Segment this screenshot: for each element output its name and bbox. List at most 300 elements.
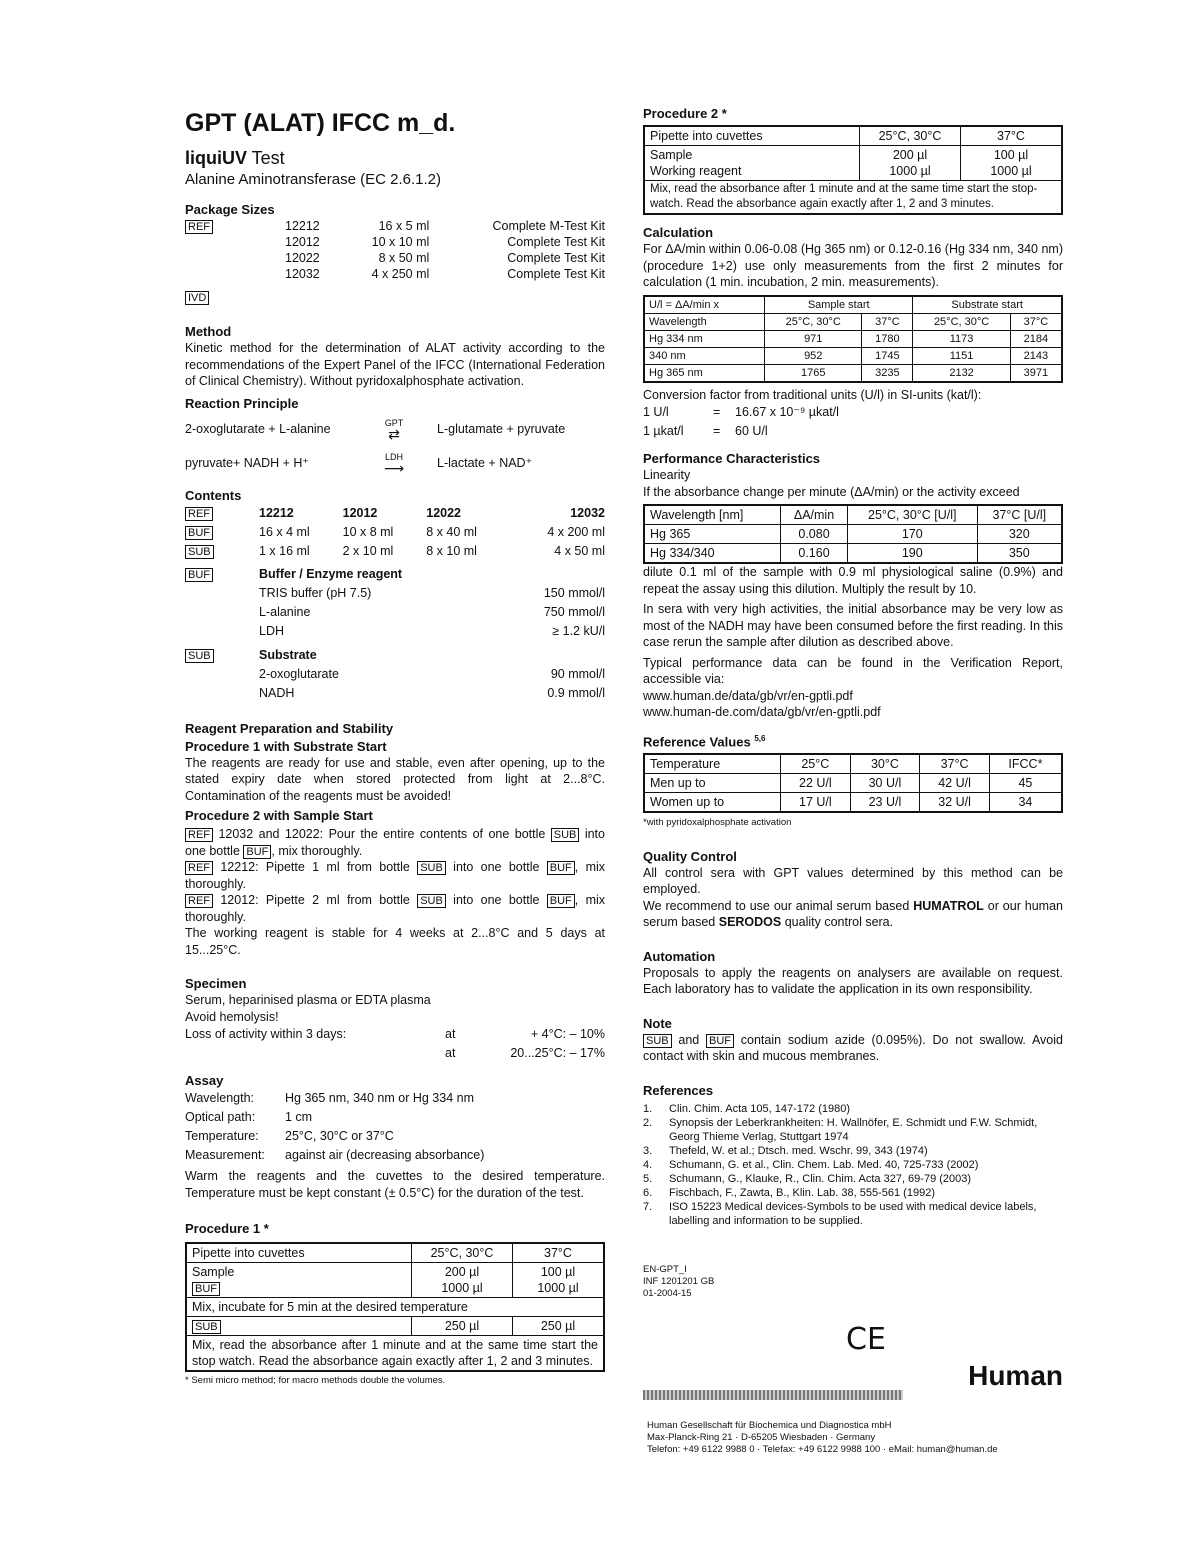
cell: 45 xyxy=(989,773,1062,792)
conv-left: 1 U/l xyxy=(643,405,669,419)
item-name: L-alanine xyxy=(259,604,311,619)
table-row xyxy=(185,234,605,250)
cell: 250 µl xyxy=(513,1317,605,1336)
buf-symbol: BUF xyxy=(192,1282,220,1296)
assay-key: Wavelength: xyxy=(185,1091,255,1105)
col-head: 37°C xyxy=(862,313,913,330)
cell: 8 x 40 ml xyxy=(426,524,477,539)
specimen-heading: Specimen xyxy=(185,976,247,991)
item-name: TRIS buffer (pH 7.5) xyxy=(259,585,372,600)
table-row xyxy=(644,792,1062,812)
prep-text: 12212: Pipette 1 ml from bottle xyxy=(220,860,410,874)
package-code: 12212 xyxy=(285,219,320,233)
table-row xyxy=(185,266,605,282)
conversion-table xyxy=(643,403,839,441)
cell: 350 xyxy=(977,544,1062,564)
sub-symbol: SUB xyxy=(185,649,214,663)
table-row xyxy=(185,1044,605,1063)
cell xyxy=(961,146,1063,181)
enzyme-name: Alanine Aminotransferase (EC 2.6.1.2) xyxy=(185,171,441,188)
package-code: 12032 xyxy=(285,267,320,281)
reaction-1-left: 2-oxoglutarate + L-alanine xyxy=(185,421,331,436)
linearity-label: Linearity xyxy=(643,468,691,482)
linearity-text: If the absorbance change per minute (ΔA/min) or the activity exceed xyxy=(643,484,1020,499)
conv-left: 1 µkat/l xyxy=(643,424,684,438)
col-head: 25°C, 30°C [U/l] xyxy=(847,505,977,525)
cell: 320 xyxy=(977,525,1062,544)
row-label: 340 nm xyxy=(644,347,765,364)
cell: 2132 xyxy=(913,364,1010,382)
item-name: 2-oxoglutarate xyxy=(259,666,339,681)
procedure-1-table-heading: Procedure 1 * xyxy=(185,1221,269,1236)
table-row xyxy=(185,542,605,561)
table-row xyxy=(185,641,605,665)
cell: 0.080 xyxy=(781,525,848,544)
col-head: 12012 xyxy=(342,505,378,520)
sub-symbol: SUB xyxy=(192,1320,221,1334)
ref-symbol: REF xyxy=(185,507,213,521)
reference-text: Schumann, G. et al., Clin. Chem. Lab. Med. 40, 725-733 (2002) xyxy=(669,1158,979,1171)
table-row xyxy=(186,1263,604,1298)
row-label: Hg 334 nm xyxy=(644,330,765,347)
col-head: 12032 xyxy=(570,505,605,520)
reference-text: Synopsis der Leberkrankheiten: H. Wallnöfer, E. Schmidt und F.W. Schmidt, Georg Thieme Verlag, Stuttgart 1974 xyxy=(669,1116,1038,1143)
procedure-1-table xyxy=(185,1242,605,1372)
brand-logo-text: Human xyxy=(968,1360,1063,1391)
cell: 4 x 200 ml xyxy=(547,524,605,539)
qc-text: All control sera with GPT values determined by this method can be employed. xyxy=(643,865,1063,897)
table-row xyxy=(185,684,605,703)
note-text xyxy=(643,1032,1063,1065)
prep-text: 12032 and 12022: Pour the entire contents of one bottle xyxy=(218,827,546,841)
prep-text: , mix thoroughly. xyxy=(271,843,363,858)
automation-heading: Automation xyxy=(643,948,716,964)
col-head: 25°C xyxy=(781,754,851,774)
package-desc: Complete Test Kit xyxy=(507,251,605,265)
qc-part: We recommend to use our animal serum based xyxy=(643,898,914,913)
human-logo xyxy=(643,1360,1063,1408)
reference-text: Thefeld, W. et al.; Dtsch. med. Wschr. 99, 343 (1974) xyxy=(669,1144,928,1157)
table-row xyxy=(185,603,605,622)
reference-heading xyxy=(643,731,1063,750)
reference-title: Reference Values xyxy=(643,733,751,749)
cell: 2 x 10 ml xyxy=(342,543,394,558)
item-name: NADH xyxy=(259,685,295,700)
value: 1000 µl xyxy=(441,1281,483,1295)
dilution-text: dilute 0.1 ml of the sample with 0.9 ml physiological saline (0.9%) and repeat the assay using this dilution. Multiply the result by 10. xyxy=(643,565,1063,596)
doc-code: EN-GPT_I xyxy=(643,1263,687,1275)
cell: 170 xyxy=(847,525,977,544)
qc-part: or our human serum based xyxy=(643,898,1064,930)
table-row xyxy=(185,1146,484,1165)
assay-key: Measurement: xyxy=(185,1148,265,1162)
prep-step xyxy=(185,826,605,859)
cell: 3235 xyxy=(862,364,913,382)
col-head: Wavelength xyxy=(644,313,765,330)
cell: 1 x 16 ml xyxy=(259,543,310,558)
table-row xyxy=(644,347,1062,364)
right-column xyxy=(643,106,1063,1300)
list-item: 5. Schumann, G., Klauke, R., Clin. Chim. Acta 327, 69-79 (2003) xyxy=(643,1172,972,1185)
table-row xyxy=(644,126,1062,146)
note-heading: Note xyxy=(643,1015,672,1031)
verification-link[interactable]: www.human.de/data/gb/vr/en-gptli.pdf xyxy=(643,688,853,703)
stability-text: The working reagent is stable for 4 weeks at 2...8°C and 5 days at 15...25°C. xyxy=(185,926,605,957)
contact-line: Telefon: +49 6122 9988 0 · Telefax: +49 6122 9988 100 · eMail: human@human.de xyxy=(647,1444,998,1455)
ref-symbol: REF xyxy=(185,220,213,234)
table-row xyxy=(644,544,1062,564)
table-row xyxy=(185,1108,484,1127)
reaction-2-arrow xyxy=(365,452,423,474)
buf-symbol: BUF xyxy=(185,568,213,582)
product-type: Test xyxy=(247,148,285,168)
mix-instruction: Mix, read the absorbance after 1 minute and at the same time start the stop-watch. Read the absorbance again exactly after 1, 2 and 3 minutes. xyxy=(644,181,1062,215)
col-head: 25°C, 30°C xyxy=(765,313,862,330)
equals: = xyxy=(713,405,721,419)
address-line: Human Gesellschaft für Biochemica und Diagnostica mbH xyxy=(647,1420,892,1431)
table-row xyxy=(186,1336,604,1372)
col-head: Pipette into cuvettes xyxy=(644,126,860,146)
value: 200 µl xyxy=(444,1265,480,1279)
package-desc: Complete Test Kit xyxy=(507,235,605,249)
package-table xyxy=(185,218,605,282)
reaction-2-right: L-lactate + NAD⁺ xyxy=(437,456,533,470)
sample-label: Sample xyxy=(192,1265,235,1279)
typical-text: Typical performance data can be found in the Verification Report, accessible via: xyxy=(643,655,1063,686)
col-head: ΔA/min xyxy=(781,505,848,525)
brand-name: liquiUV xyxy=(185,148,247,168)
method-text: Kinetic method for the determination of ALAT activity according to the recommendations of the Expert Panel of the IFCC (International Federation of Clinical Chemistry). Without pyridoxalphosphate activation. xyxy=(185,341,605,388)
cell: 32 U/l xyxy=(920,792,990,812)
assay-key: Optical path: xyxy=(185,1110,256,1124)
reaction-1 xyxy=(185,418,605,440)
specimen-line: Avoid hemolysis! xyxy=(185,1009,279,1024)
serodos-label: SERODOS xyxy=(718,915,782,930)
logo-stripe xyxy=(643,1390,903,1400)
equals: = xyxy=(713,424,721,438)
cell: 190 xyxy=(847,544,977,564)
references-heading: References xyxy=(643,1082,714,1098)
cell xyxy=(513,1263,605,1298)
buffer-composition xyxy=(185,565,605,703)
doc-date: 01-2004-15 xyxy=(643,1287,692,1299)
procedure-1-heading: Procedure 1 with Substrate Start xyxy=(185,738,387,754)
package-size: 16 x 5 ml xyxy=(378,219,430,233)
col-head: 25°C, 30°C xyxy=(913,313,1010,330)
automation-text: Proposals to apply the reagents on analysers are available on request. Each laboratory has to validate the application in its own responsibility. xyxy=(643,965,1063,997)
table-row xyxy=(185,584,605,603)
value: 1000 µl xyxy=(990,164,1032,178)
col-head: Wavelength [nm] xyxy=(644,505,781,525)
package-size: 10 x 10 ml xyxy=(371,235,430,249)
package-heading: Package Sizes xyxy=(185,202,275,217)
verification-link[interactable]: www.human-de.com/data/gb/vr/en-gptli.pdf xyxy=(643,705,881,719)
ref-symbol: REF xyxy=(185,861,213,875)
performance-heading: Performance Characteristics xyxy=(643,451,821,466)
col-head: Temperature xyxy=(644,754,781,774)
buffer-title: Buffer / Enzyme reagent xyxy=(259,566,403,581)
cell: 1745 xyxy=(862,347,913,364)
mix-instruction: Mix, incubate for 5 min at the desired temperature xyxy=(186,1298,604,1317)
table-row xyxy=(185,504,605,523)
reference-text: Clin. Chim. Acta 105, 147-172 (1980) xyxy=(669,1102,850,1115)
procedure-2-heading: Procedure 2 with Sample Start xyxy=(185,808,373,823)
assay-key: Temperature: xyxy=(185,1129,259,1143)
procedure-2-table xyxy=(643,125,1063,215)
contents-heading: Contents xyxy=(185,487,242,503)
table-row xyxy=(185,1127,484,1146)
value: 1000 µl xyxy=(889,164,931,178)
enzyme-label: LDH xyxy=(384,451,403,462)
sub-symbol: SUB xyxy=(185,545,214,559)
company-address xyxy=(647,1420,1067,1456)
calculation-text: For ΔA/min within 0.06-0.08 (Hg 365 nm) or 0.12-0.16 (Hg 334 nm, 340 nm) (procedure 1+2) use only measurements from the first 2 minutes for calculation (1 min. incubation, 2 min. measurements). xyxy=(643,242,1063,289)
at-label: at xyxy=(445,1046,456,1060)
buf-symbol: BUF xyxy=(706,1034,734,1048)
cell: 3971 xyxy=(1010,364,1062,382)
references-list xyxy=(643,1102,1063,1228)
row-label: Women up to xyxy=(644,792,781,812)
and-word: and xyxy=(678,1032,700,1047)
qc-recommendation xyxy=(643,898,1063,931)
col-head: U/l = ΔA/min x xyxy=(644,296,765,314)
table-row xyxy=(644,296,1062,314)
prep-text: 12012: Pipette 2 ml from bottle xyxy=(220,893,410,907)
list-item: 3. Thefeld, W. et al.; Dtsch. med. Wschr. 99, 343 (1974) xyxy=(643,1144,928,1157)
equilibrium-arrow-icon: ⇄ xyxy=(388,425,400,442)
col-head: 12212 xyxy=(259,505,294,520)
value: 100 µl xyxy=(540,1265,576,1279)
prep-text: into one bottle xyxy=(185,827,605,858)
table-row xyxy=(185,250,605,266)
row-label: Hg 365 nm xyxy=(644,364,765,382)
cell: 1151 xyxy=(913,347,1010,364)
list-item: 1. Clin. Chim. Acta 105, 147-172 (1980) xyxy=(643,1102,850,1115)
ref-symbol: REF xyxy=(185,894,213,908)
ivd-symbol: IVD xyxy=(185,291,209,305)
label: Working reagent xyxy=(650,164,742,178)
cell: 4 x 50 ml xyxy=(554,543,605,558)
table-row xyxy=(185,565,605,584)
cell: 1780 xyxy=(862,330,913,347)
assay-heading: Assay xyxy=(185,1073,224,1088)
cell: 34 xyxy=(989,792,1062,812)
table-row xyxy=(644,754,1062,774)
sub-symbol: SUB xyxy=(551,828,580,842)
col-head: 25°C, 30°C xyxy=(860,126,961,146)
list-item: 6. Fischbach, F., Zawta, B., Klin. Lab. 38, 555-561 (1992) xyxy=(643,1186,935,1199)
item-value: ≥ 1.2 kU/l xyxy=(552,623,605,638)
cell: 1765 xyxy=(765,364,862,382)
left-column xyxy=(185,108,605,1387)
table-row xyxy=(185,523,605,542)
table-row xyxy=(644,181,1062,215)
cell: 1173 xyxy=(913,330,1010,347)
calculation-heading: Calculation xyxy=(643,225,714,240)
reaction-1-arrow xyxy=(365,418,423,440)
col-head: 12022 xyxy=(426,505,462,520)
cell: 250 µl xyxy=(412,1317,513,1336)
reaction-2 xyxy=(185,452,605,474)
item-value: 750 mmol/l xyxy=(543,604,605,619)
reaction-heading: Reaction Principle xyxy=(185,395,299,411)
reaction-1-right: L-glutamate + pyruvate xyxy=(437,421,566,436)
col-head: IFCC* xyxy=(989,754,1062,774)
table-row xyxy=(644,330,1062,347)
item-value: 90 mmol/l xyxy=(550,666,605,681)
assay-value: against air (decreasing absorbance) xyxy=(285,1148,485,1162)
right-arrow-icon: ⟶ xyxy=(383,459,405,476)
ce-mark: CE xyxy=(846,1322,886,1357)
package-desc: Complete M-Test Kit xyxy=(492,219,605,233)
reagent-heading: Reagent Preparation and Stability xyxy=(185,720,394,736)
table-row xyxy=(186,1317,604,1336)
col-head: 30°C xyxy=(850,754,920,774)
procedure-2-table-heading: Procedure 2 * xyxy=(643,106,727,121)
buf-symbol: BUF xyxy=(185,526,213,540)
prep-text: into one bottle xyxy=(453,860,540,874)
col-head: 37°C xyxy=(1010,313,1062,330)
value: 1000 µl xyxy=(537,1281,579,1295)
reference-text: Fischbach, F., Zawta, B., Klin. Lab. 38, 555-561 (1992) xyxy=(669,1186,935,1199)
col-head: 37°C xyxy=(920,754,990,774)
item-value: 150 mmol/l xyxy=(543,585,605,600)
sera-text: In sera with very high activities, the initial absorbance may be very low as most of the NADH may have been consumed before the first reading. In this case rerun the sample after dilution as described above. xyxy=(643,602,1063,649)
cell: 17 U/l xyxy=(781,792,851,812)
buf-symbol: BUF xyxy=(243,845,271,859)
sub-symbol: SUB xyxy=(417,894,446,908)
qc-part: quality control sera. xyxy=(781,915,894,930)
conversion-text: Conversion factor from traditional units (U/l) in SI-units (kat/l): xyxy=(643,387,982,402)
assay-value: Hg 365 nm, 340 nm or Hg 334 nm xyxy=(285,1091,474,1105)
row-label: Hg 334/340 xyxy=(644,544,781,564)
table-row xyxy=(185,218,605,234)
conv-right: 60 U/l xyxy=(735,424,768,438)
enzyme-label: GPT xyxy=(384,417,404,428)
table-row xyxy=(644,146,1062,181)
cell: 23 U/l xyxy=(850,792,920,812)
at-label: at xyxy=(445,1027,456,1041)
ref-symbol: REF xyxy=(185,828,213,842)
row-label: Hg 365 xyxy=(644,525,781,544)
cell xyxy=(860,146,961,181)
item-name: LDH xyxy=(259,623,285,638)
cell: 10 x 8 ml xyxy=(342,524,394,539)
note-body: contain sodium azide (0.095%). Do not swallow. Avoid contact with skin and mucous membranes. xyxy=(643,1032,1063,1064)
specimen-stability-table xyxy=(185,1025,605,1063)
specimen-label: Loss of activity within 3 days: xyxy=(185,1027,347,1041)
reference-note: *with pyridoxalphosphate activation xyxy=(643,816,792,828)
humatrol-label: HUMATROL xyxy=(913,898,984,913)
table-row xyxy=(185,622,605,641)
table-row xyxy=(644,364,1062,382)
document-codes xyxy=(643,1264,1063,1300)
assay-text: Warm the reagents and the cuvettes to the desired temperature. Temperature must be kept constant (± 0.5°C) for the duration of the test. xyxy=(185,1169,605,1200)
col-head: 37°C xyxy=(961,126,1063,146)
value: 200 µl xyxy=(892,148,928,162)
calculation-table xyxy=(643,295,1063,383)
prep-step xyxy=(185,859,605,892)
sub-symbol: SUB xyxy=(643,1034,672,1048)
table-row xyxy=(643,422,839,441)
package-code: 12022 xyxy=(285,251,320,265)
procedure-footnote: * Semi micro method; for macro methods double the volumes. xyxy=(185,1375,446,1386)
contents-table xyxy=(185,504,605,561)
row-label xyxy=(186,1263,412,1298)
buf-symbol: BUF xyxy=(547,894,575,908)
specimen-line: Serum, heparinised plasma or EDTA plasma xyxy=(185,993,431,1007)
table-row xyxy=(644,525,1062,544)
product-line xyxy=(185,148,605,169)
table-row xyxy=(186,1298,604,1317)
table-row xyxy=(643,403,839,422)
package-desc: Complete Test Kit xyxy=(507,267,605,281)
cell: 971 xyxy=(765,330,862,347)
reference-text: ISO 15223 Medical devices-Symbols to be used with medical device labels, labelling and information to be supplied. xyxy=(669,1200,1037,1227)
table-row xyxy=(644,773,1062,792)
address-line: Max-Planck-Ring 21 · D-65205 Wiesbaden · Germany xyxy=(647,1432,876,1443)
col-head: 37°C xyxy=(513,1243,605,1263)
list-item: 2. Synopsis der Leberkrankheiten: H. Wallnöfer, E. Schmidt und F.W. Schmidt, Georg Thieme Verlag, Stuttgart 1974 xyxy=(643,1116,1063,1144)
table-row xyxy=(185,665,605,684)
cell: 16 x 4 ml xyxy=(259,524,310,539)
assay-table xyxy=(185,1089,484,1165)
page-title: GPT (ALAT) IFCC m_d. xyxy=(185,109,456,137)
cell xyxy=(412,1263,513,1298)
prep-text: into one bottle xyxy=(453,893,540,907)
method-heading: Method xyxy=(185,324,232,339)
table-row xyxy=(186,1243,604,1263)
item-value: 0.9 mmol/l xyxy=(547,685,605,700)
mix-instruction: Mix, read the absorbance after 1 minute and at the same time start the stop watch. Read the absorbance again exactly after 1, 2 and 3 minutes. xyxy=(186,1336,604,1372)
cell: 2184 xyxy=(1010,330,1062,347)
col-head: Pipette into cuvettes xyxy=(186,1243,412,1263)
col-head: 25°C, 30°C xyxy=(412,1243,513,1263)
table-row xyxy=(644,505,1062,525)
qc-heading: Quality Control xyxy=(643,848,737,864)
substrate-title: Substrate xyxy=(259,647,317,662)
specimen-value: 20...25°C: – 17% xyxy=(510,1046,605,1060)
col-head: 37°C [U/l] xyxy=(977,505,1062,525)
sub-symbol: SUB xyxy=(417,861,446,875)
table-row xyxy=(185,1089,484,1108)
table-row xyxy=(644,313,1062,330)
package-size: 4 x 250 ml xyxy=(371,267,430,281)
buf-symbol: BUF xyxy=(547,861,575,875)
package-size: 8 x 50 ml xyxy=(378,251,430,265)
row-label: Men up to xyxy=(644,773,781,792)
cell: 22 U/l xyxy=(781,773,851,792)
reference-text: Schumann, G., Klauke, R., Clin. Chim. Acta 327, 69-79 (2003) xyxy=(669,1172,972,1185)
procedure-1-text: The reagents are ready for use and stable, even after opening, up to the stated expiry date when stored protected from light at 2...8°C. Contamination of the reagents must be avoided! xyxy=(185,755,605,803)
row-label xyxy=(644,146,860,181)
label: Sample xyxy=(650,148,693,162)
table-row xyxy=(185,1025,605,1044)
prep-text: , mix thoroughly. xyxy=(185,860,606,891)
specimen-value: + 4°C: – 10% xyxy=(530,1027,605,1041)
cell: 8 x 10 ml xyxy=(426,543,477,558)
value: 100 µl xyxy=(993,148,1029,162)
prep-text: , mix thoroughly. xyxy=(185,893,606,924)
list-item: 4. Schumann, G. et al., Clin. Chem. Lab. Med. 40, 725-733 (2002) xyxy=(643,1158,979,1171)
package-code: 12012 xyxy=(285,235,320,249)
cell: 952 xyxy=(765,347,862,364)
reference-sup: 5,6 xyxy=(754,733,766,743)
linearity-table xyxy=(643,504,1063,564)
list-item: 7. ISO 15223 Medical devices-Symbols to be used with medical device labels, labelling and information to be supplied. xyxy=(643,1200,1063,1228)
reaction-2-left: pyruvate+ NADH + H⁺ xyxy=(185,456,310,470)
col-head: Sample start xyxy=(765,296,913,314)
